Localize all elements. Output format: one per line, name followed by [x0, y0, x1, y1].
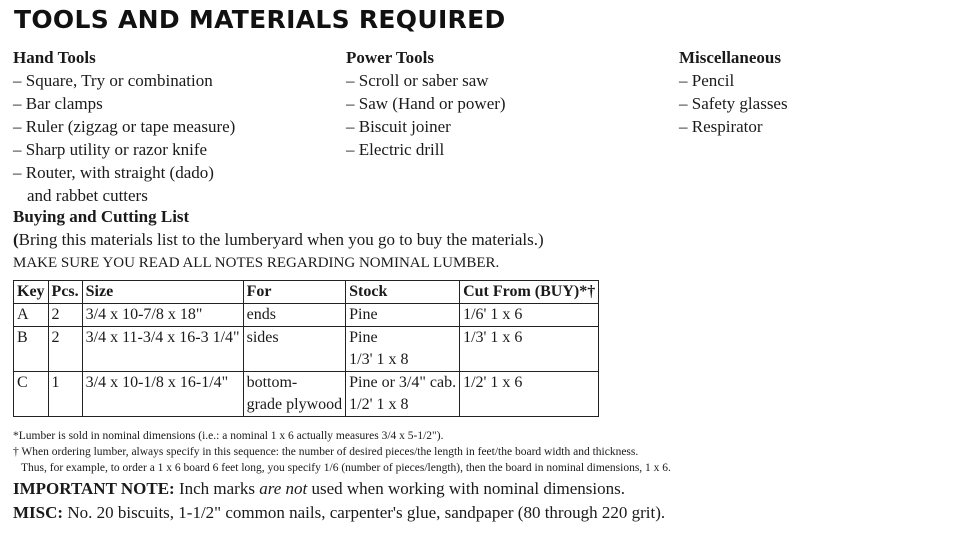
- cell-cut-from: 1/6' 1 x 6: [460, 304, 599, 327]
- cell-for-line: bottom-: [246, 374, 298, 391]
- list-item: – Saw (Hand or power): [346, 94, 506, 113]
- list-item: – Bar clamps: [13, 94, 103, 113]
- list-item: – Pencil: [679, 71, 735, 90]
- cell-cut-from: 1/3' 1 x 6: [460, 327, 599, 372]
- table-row: [14, 327, 599, 372]
- list-item: – Respirator: [679, 117, 763, 136]
- column-header-key: Key: [14, 281, 49, 304]
- list-item: – Ruler (zigzag or tape measure): [13, 117, 236, 136]
- table-row: [14, 304, 599, 327]
- cell-cut-from: 1/2' 1 x 6: [460, 372, 599, 417]
- cell-stock: [346, 372, 460, 417]
- page-title: TOOLS AND MATERIALS REQUIRED: [14, 5, 506, 34]
- cell-key: A: [14, 304, 49, 327]
- important-note: [13, 479, 625, 499]
- misc-label: MISC:: [13, 503, 64, 522]
- cell-stock-line: 1/2' 1 x 8: [349, 396, 409, 413]
- footnote-dagger: † When ordering lumber, always specify in this sequence: the number of desired pieces/the length in feet/the board width and thickness.: [13, 446, 639, 458]
- cell-stock-line: Pine: [349, 329, 378, 346]
- open-paren: (: [13, 230, 19, 249]
- list-item: – Electric drill: [346, 140, 445, 159]
- cell-stock: [346, 327, 460, 372]
- cell-pcs: 2: [48, 304, 82, 327]
- cell-stock-line: 1/3' 1 x 8: [349, 351, 409, 368]
- list-item: – Safety glasses: [679, 94, 788, 113]
- cell-size: 3/4 x 10-7/8 x 18": [82, 304, 243, 327]
- nominal-warning: MAKE SURE YOU READ ALL NOTES REGARDING NOMINAL LUMBER.: [13, 255, 500, 271]
- cell-for: [243, 327, 346, 372]
- footnote-example: Thus, for example, to order a 1 x 6 board 6 feet long, you specify 1/6 (number of pieces/length), then the board in nominal dimensions, 1 x 6.: [21, 462, 671, 474]
- cell-for: [243, 304, 346, 327]
- cell-size: 3/4 x 10-1/8 x 16-1/4": [82, 372, 243, 417]
- cell-pcs: 1: [48, 372, 82, 417]
- bring-text: Bring this materials list to the lumberyard when you go to buy the materials.): [18, 230, 544, 249]
- footnote-asterisk: *Lumber is sold in nominal dimensions (i.e.: a nominal 1 x 6 actually measures 3/4 x 5-1/2").: [13, 430, 444, 442]
- table-row: [14, 372, 599, 417]
- footnotes: [13, 428, 671, 476]
- cell-size: 3/4 x 11-3/4 x 16-3 1/4": [82, 327, 243, 372]
- hand-tools-heading: Hand Tools: [13, 48, 96, 67]
- list-item: – Biscuit joiner: [346, 117, 451, 136]
- important-text-before: Inch marks: [174, 479, 260, 498]
- table-header-row: [14, 281, 599, 304]
- cell-key: B: [14, 327, 49, 372]
- cell-for: [243, 372, 346, 417]
- list-item: – Router, with straight (dado): [13, 163, 214, 182]
- list-item-continuation: and rabbet cutters: [27, 186, 148, 205]
- buying-heading: Buying and Cutting List: [13, 207, 190, 226]
- cell-for-line: sides: [246, 329, 279, 346]
- misc-text: No. 20 biscuits, 1-1/2" common nails, carpenter's glue, sandpaper (80 through 220 grit).: [63, 503, 666, 522]
- important-emphasis: are not: [259, 479, 308, 498]
- cell-stock-line: Pine: [349, 306, 378, 323]
- column-header-stock: Stock: [346, 281, 460, 304]
- bring-instruction: [13, 230, 544, 250]
- cell-pcs: 2: [48, 327, 82, 372]
- miscellaneous-list: [679, 46, 788, 138]
- important-text-after: used when working with nominal dimensions.: [307, 479, 626, 498]
- list-item: – Sharp utility or razor knife: [13, 140, 208, 159]
- power-tools-heading: Power Tools: [346, 48, 435, 67]
- column-header-cut-from: Cut From (BUY)*†: [460, 281, 599, 304]
- cell-stock: [346, 304, 460, 327]
- cell-for-line: grade plywood: [246, 396, 343, 413]
- cell-stock-line: Pine or 3/4" cab.: [349, 374, 457, 391]
- column-header-for: For: [243, 281, 346, 304]
- list-item: – Square, Try or combination: [13, 71, 213, 90]
- column-header-size: Size: [82, 281, 243, 304]
- important-label: IMPORTANT NOTE:: [13, 479, 175, 498]
- cell-for-line: ends: [246, 306, 276, 323]
- cutting-list-table: [13, 280, 599, 417]
- miscellaneous-heading: Miscellaneous: [679, 48, 781, 67]
- power-tools-list: [346, 46, 506, 161]
- list-item: – Scroll or saber saw: [346, 71, 489, 90]
- column-header-pcs: Pcs.: [48, 281, 82, 304]
- cell-key: C: [14, 372, 49, 417]
- misc-note: [13, 503, 665, 523]
- hand-tools-list: [13, 46, 235, 207]
